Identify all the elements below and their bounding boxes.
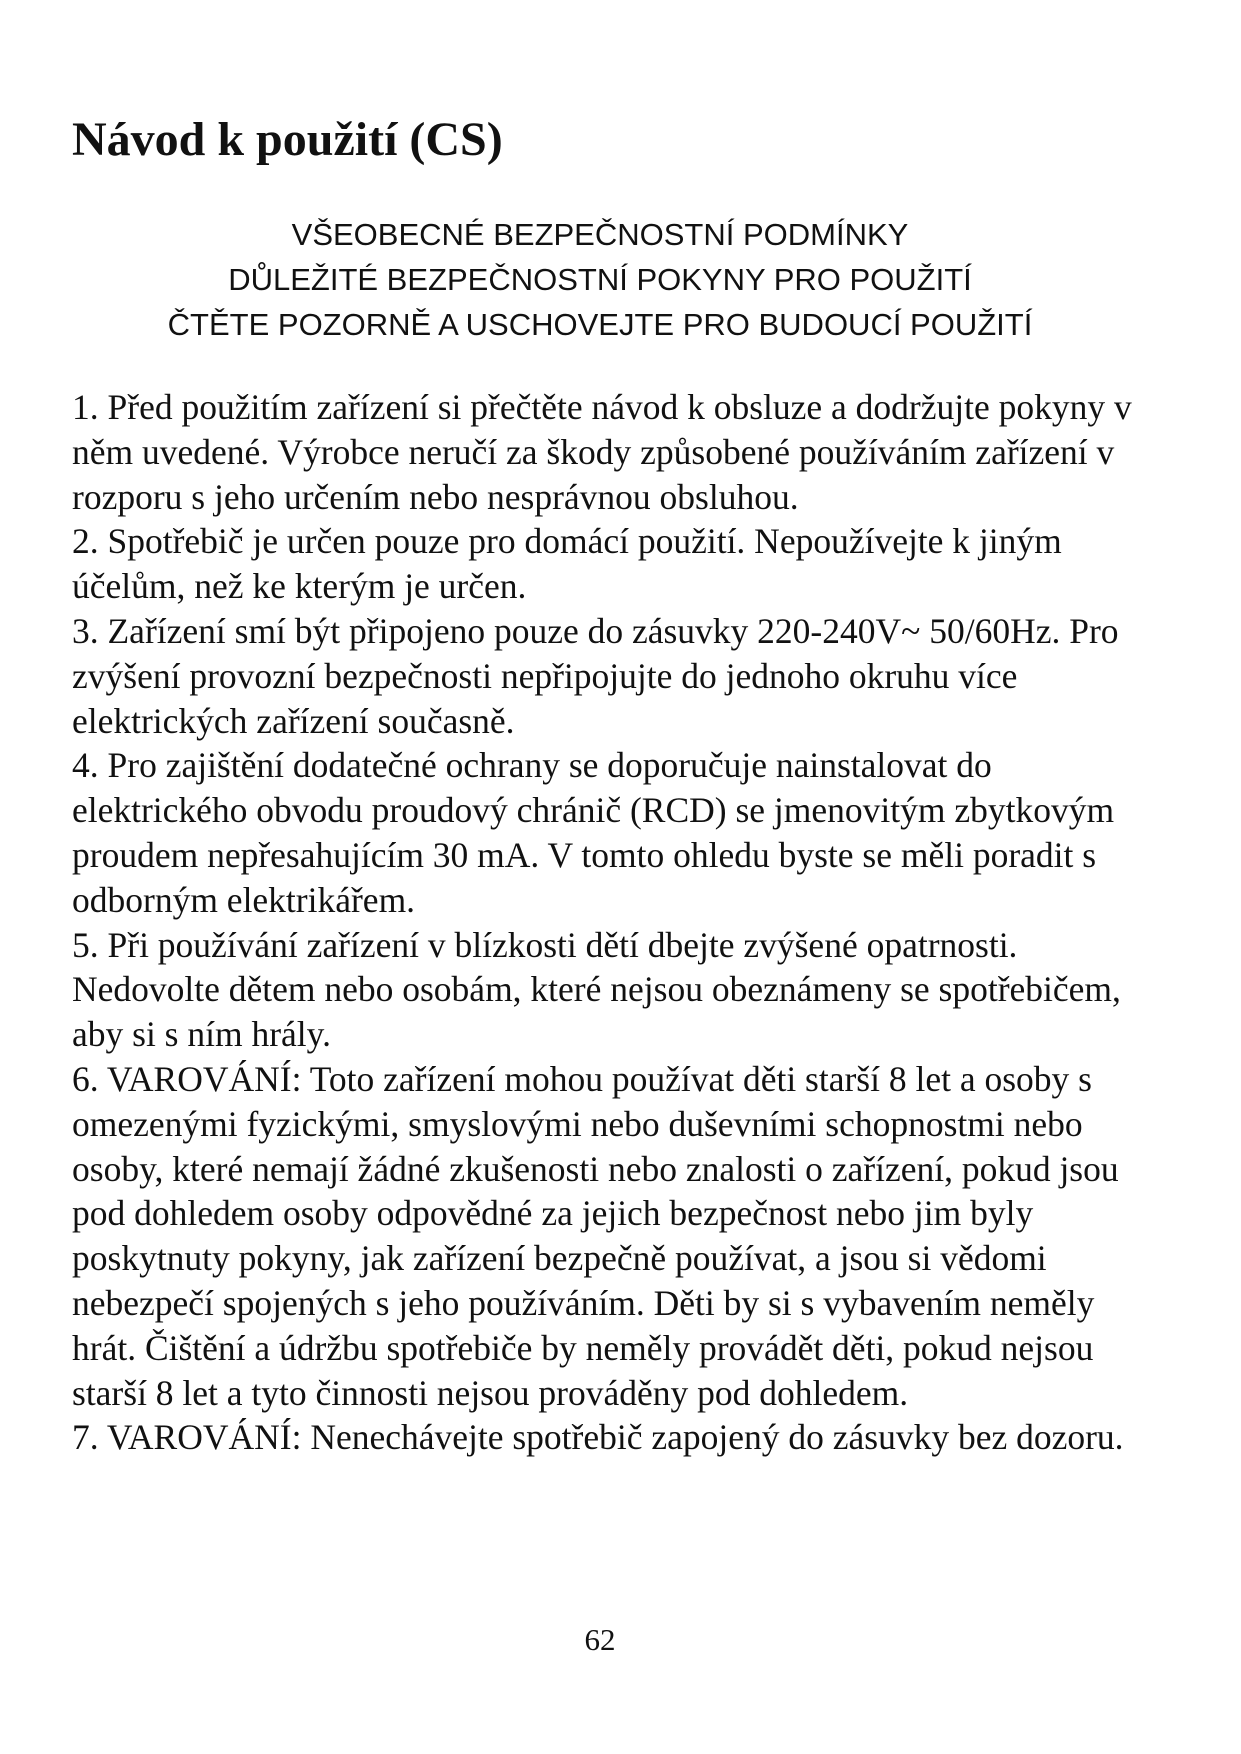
heading-general-safety: VŠEOBECNÉ BEZPEČNOSTNÍ PODMÍNKY: [291, 217, 909, 252]
heading-important-instructions: DŮLEŽITÉ BEZPEČNOSTNÍ POKYNY PRO POUŽITÍ: [228, 262, 972, 297]
page-title: Návod k použití (CS): [72, 113, 503, 166]
instruction-item-1: 1. Před použitím zařízení si přečtěte návod k obsluze a dodržujte pokyny v něm uvedené. Výrobce neručí za škody způsobené používáním zařízení v rozporu s jeho určením nebo nesprávnou obsluhou.: [72, 387, 1132, 517]
instruction-item-2: 2. Spotřebič je určen pouze pro domácí použití. Nepoužívejte k jiným účelům, než ke kterým je určen.: [72, 521, 1062, 607]
instruction-item-4: 4. Pro zajištění dodatečné ochrany se doporučuje nainstalovat do elektrického obvodu proudový chránič (RCD) se jmenovitým zbytkovým proudem nepřesahujícím 30 mA. V tomto ohledu byste se měli poradit s odborným elektrikářem.: [72, 745, 1115, 920]
heading-read-carefully: ČTĚTE POZORNĚ A USCHOVEJTE PRO BUDOUCÍ POUŽITÍ: [167, 307, 1033, 342]
safety-headings: [0, 212, 1200, 347]
page-number: 62: [584, 1622, 616, 1657]
safety-instructions: [72, 385, 1152, 1460]
instruction-item-5: 5. Při používání zařízení v blízkosti dětí dbejte zvýšené opatrnosti. Nedovolte dětem nebo osobám, které nejsou obeznámeny se spotřebičem, aby si s ním hrály.: [72, 924, 1121, 1055]
instruction-item-6: 6. VAROVÁNÍ: Toto zařízení mohou používat děti starší 8 let a osoby s omezenými fyzickými, smyslovými nebo duševními schopnostmi nebo osoby, které nemají žádné zkušenosti nebo znalosti o zařízení, pokud jsou pod dohledem osoby odpovědné za jejich bezpečnost nebo jim byly poskytnuty pokyny, jak zařízení bezpečně používat, a jsou si vědomi nebezpečí spojených s jeho používáním. Děti by si s vybavením neměly hrát. Čištění a údržbu spotřebiče by neměly provádět děti, pokud nejsou starší 8 let a tyto činnosti nejsou prováděny pod dohledem.: [72, 1058, 1119, 1413]
instruction-item-7: 7. VAROVÁNÍ: Nenechávejte spotřebič zapojený do zásuvky bez dozoru.: [72, 1417, 1124, 1458]
instruction-item-3: 3. Zařízení smí být připojeno pouze do zásuvky 220-240V~ 50/60Hz. Pro zvýšení provozní bezpečnosti nepřipojujte do jednoho okruhu více elektrických zařízení současně.: [72, 610, 1119, 741]
